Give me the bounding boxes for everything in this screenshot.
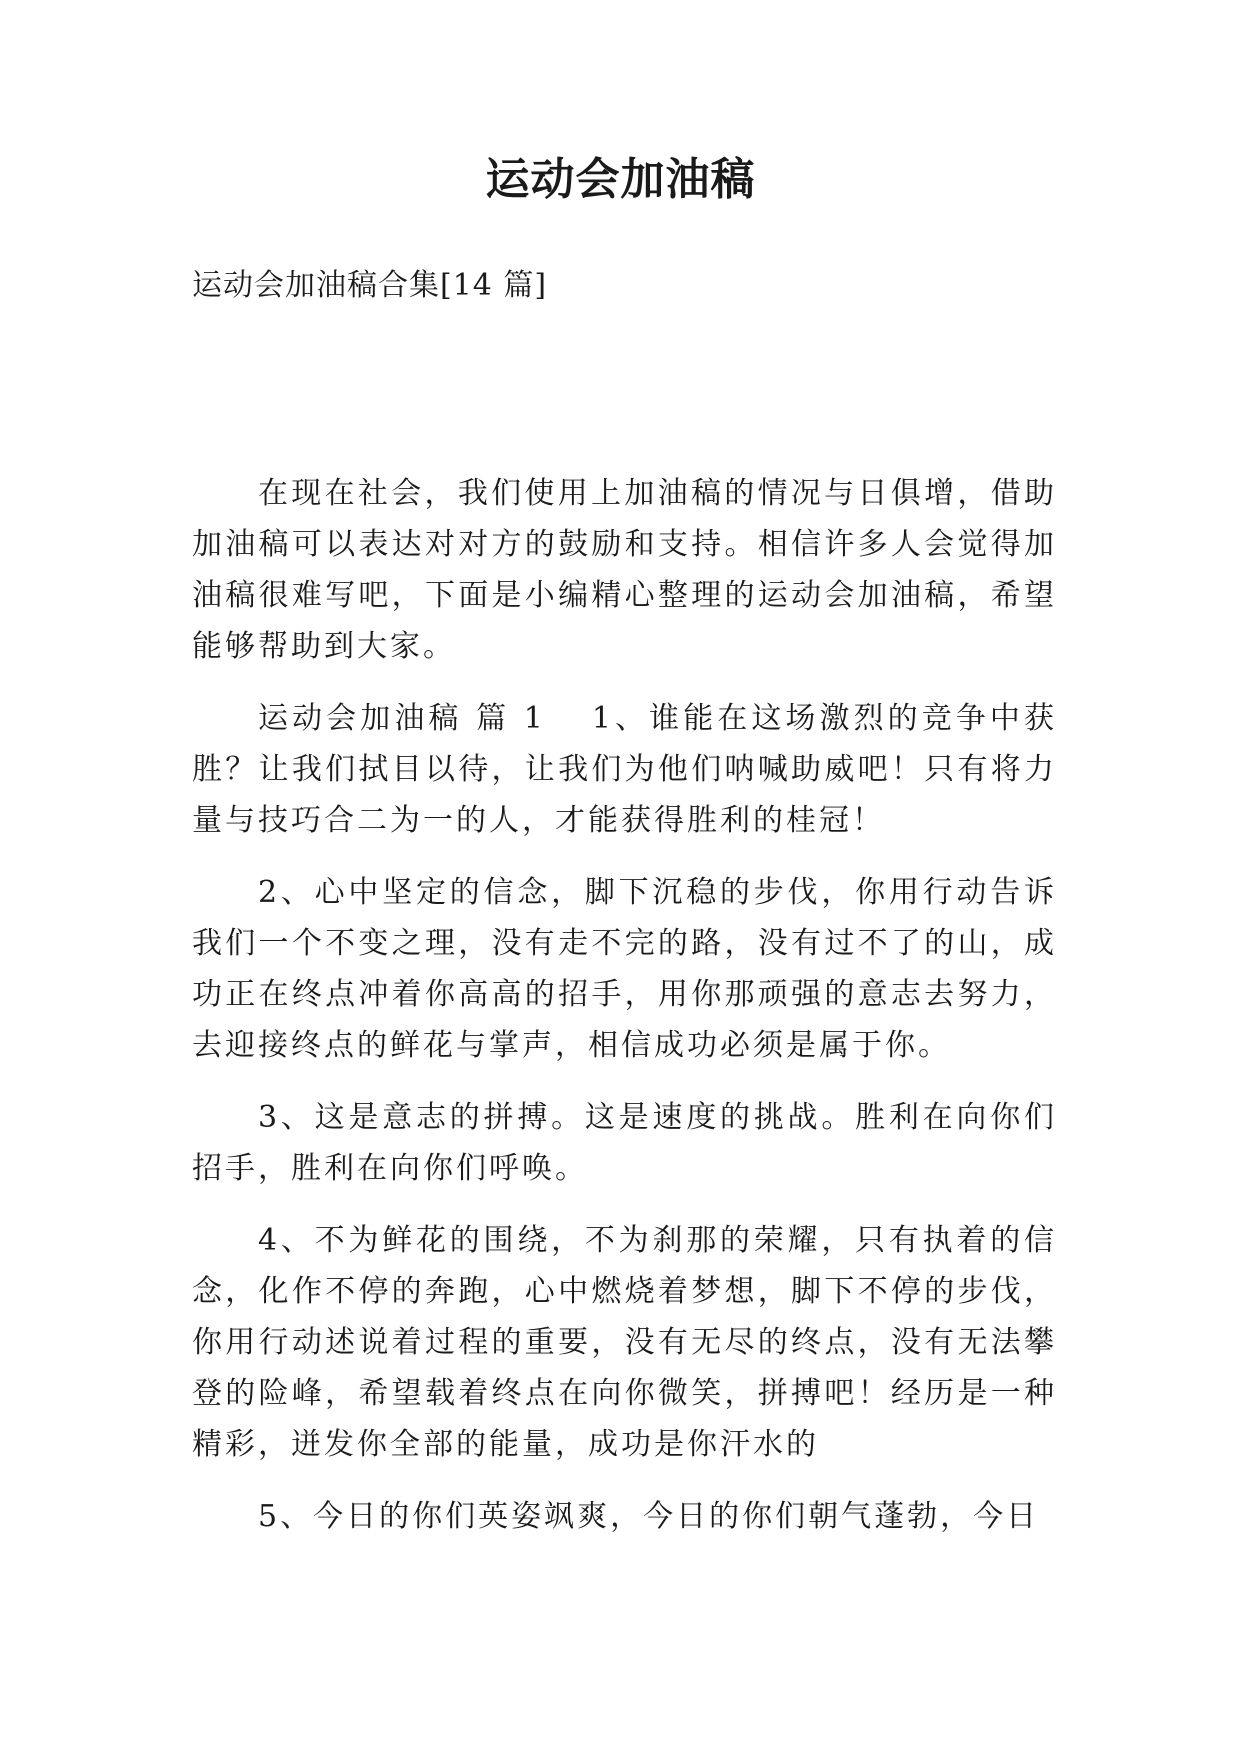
- cheer-text-1: 1、谁能在这场激烈的竞争中获胜？让我们拭目以待，让我们为他们呐喊助威吧！只有将力量与技巧合二为一的人，才能获得胜利的桂冠！: [192, 701, 1057, 838]
- document-body: [192, 468, 1057, 1563]
- section-heading: 运动会加油稿 篇 1: [258, 701, 546, 736]
- cheer-paragraph-5: 5、今日的你们英姿飒爽，今日的你们朝气蓬勃，今日: [258, 1499, 1040, 1534]
- intro-paragraph: 在现在社会，我们使用上加油稿的情况与日俱增，借助加油稿可以表达对对方的鼓励和支持。相信许多人会觉得加油稿很难写吧，下面是小编精心整理的运动会加油稿，希望能够帮助到大家。: [192, 476, 1057, 664]
- document-title: 运动会加油稿: [485, 154, 756, 205]
- cheer-paragraph-2: 2、心中坚定的信念，脚下沉稳的步伐，你用行动告诉我们一个不变之理，没有走不完的路，没有过不了的山，成功正在终点冲着你高高的招手，用你那顽强的意志去努力，去迎接终点的鲜花与掌声，相信成功必须是属于你。: [192, 875, 1057, 1063]
- cheer-paragraph-4: 4、不为鲜花的围绕，不为刹那的荣耀，只有执着的信念，化作不停的奔跑，心中燃烧着梦想，脚下不停的步伐，你用行动述说着过程的重要，没有无尽的终点，没有无法攀登的险峰，希望载着终点在向你微笑，拼搏吧！经历是一种精彩，迸发你全部的能量，成功是你汗水的: [192, 1223, 1057, 1462]
- cheer-paragraph-3: 3、这是意志的拼搏。这是速度的挑战。胜利在向你们招手，胜利在向你们呼唤。: [192, 1100, 1057, 1186]
- document-subtitle: 运动会加油稿合集[14 篇]: [192, 268, 548, 303]
- cheer-paragraph-1: [192, 693, 1057, 846]
